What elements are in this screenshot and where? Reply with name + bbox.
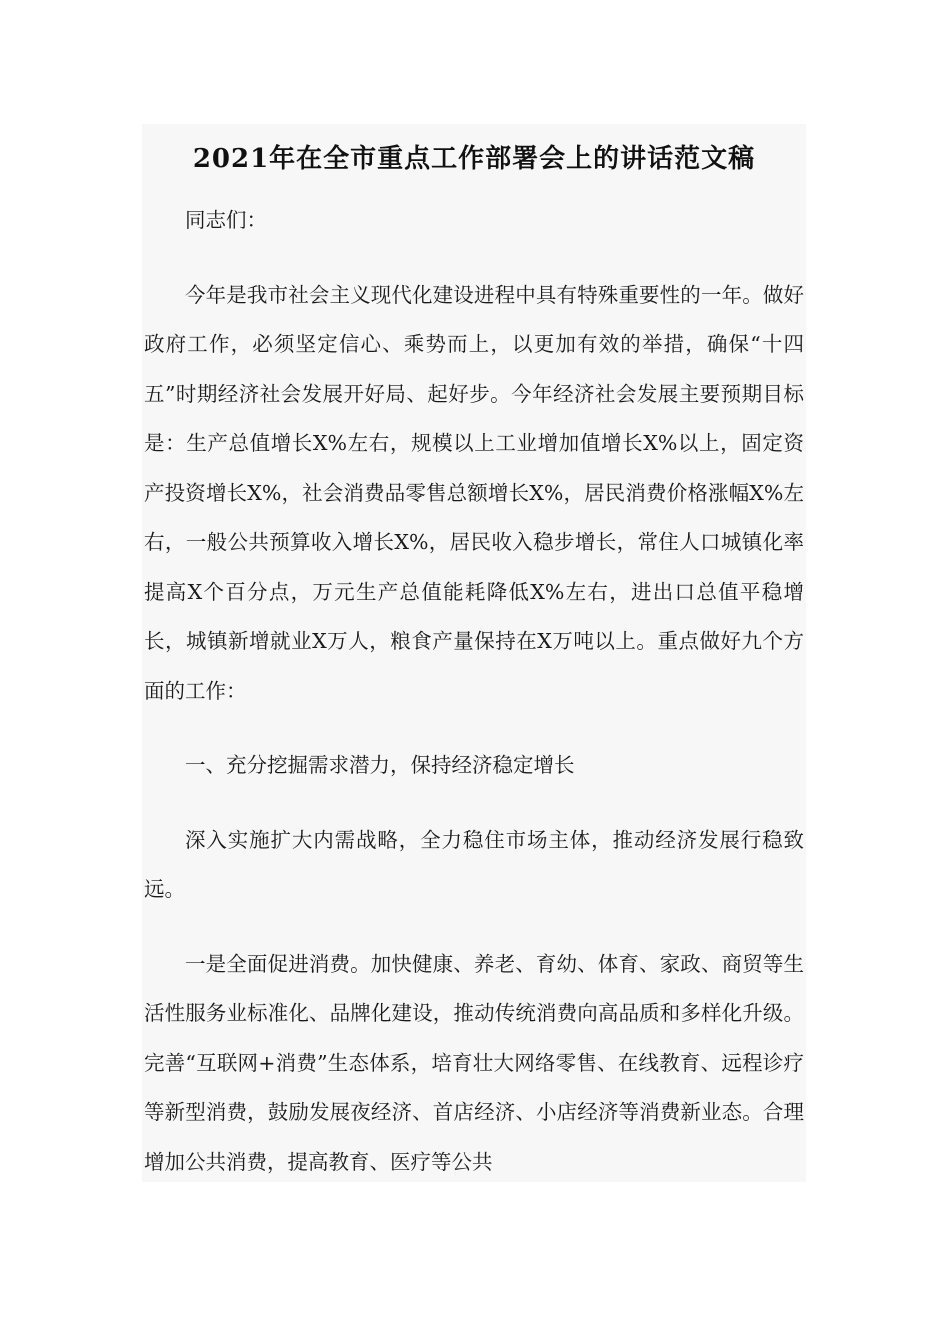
paragraph-intro: 今年是我市社会主义现代化建设进程中具有特殊重要性的一年。做好政府工作，必须坚定信心、乘势而上，以更加有效的举措，确保“十四五”时期经济社会发展开好局、起好步。今年经济社会发展主要预期目标是：生产总值增长X%左右，规模以上工业增加值增长X%以上，固定资产投资增长X%，社会消费品零售总额增长X%，居民消费价格涨幅X%左右，一般公共预算收入增长X%，居民收入稳步增长，常住人口城镇化率提高X个百分点，万元生产总值能耗降低X%左右，进出口总值平稳增长，城镇新增就业X万人，粮食产量保持在X万吨以上。重点做好九个方面的工作：	[144, 282, 804, 703]
document-page	[142, 124, 806, 1182]
paragraph-consumption: 一是全面促进消费。加快健康、养老、育幼、体育、家政、商贸等生活性服务业标准化、品牌化建设，推动传统消费向高品质和多样化升级。完善“互联网+消费”生态体系，培育壮大网络零售、在线教育、远程诊疗等新型消费，鼓励发展夜经济、首店经济、小店经济等消费新业态。合理增加公共消费，提高教育、医疗等公共	[144, 951, 804, 1174]
section-heading-1: 一、充分挖掘需求潜力，保持经济稳定增长	[185, 753, 575, 777]
salutation: 同志们：	[185, 208, 267, 232]
document-title: 2021年在全市重点工作部署会上的讲话范文稿	[192, 144, 756, 174]
paragraph-section-1-summary: 深入实施扩大内需战略，全力稳住市场主体，推动经济发展行稳致远。	[144, 827, 804, 901]
